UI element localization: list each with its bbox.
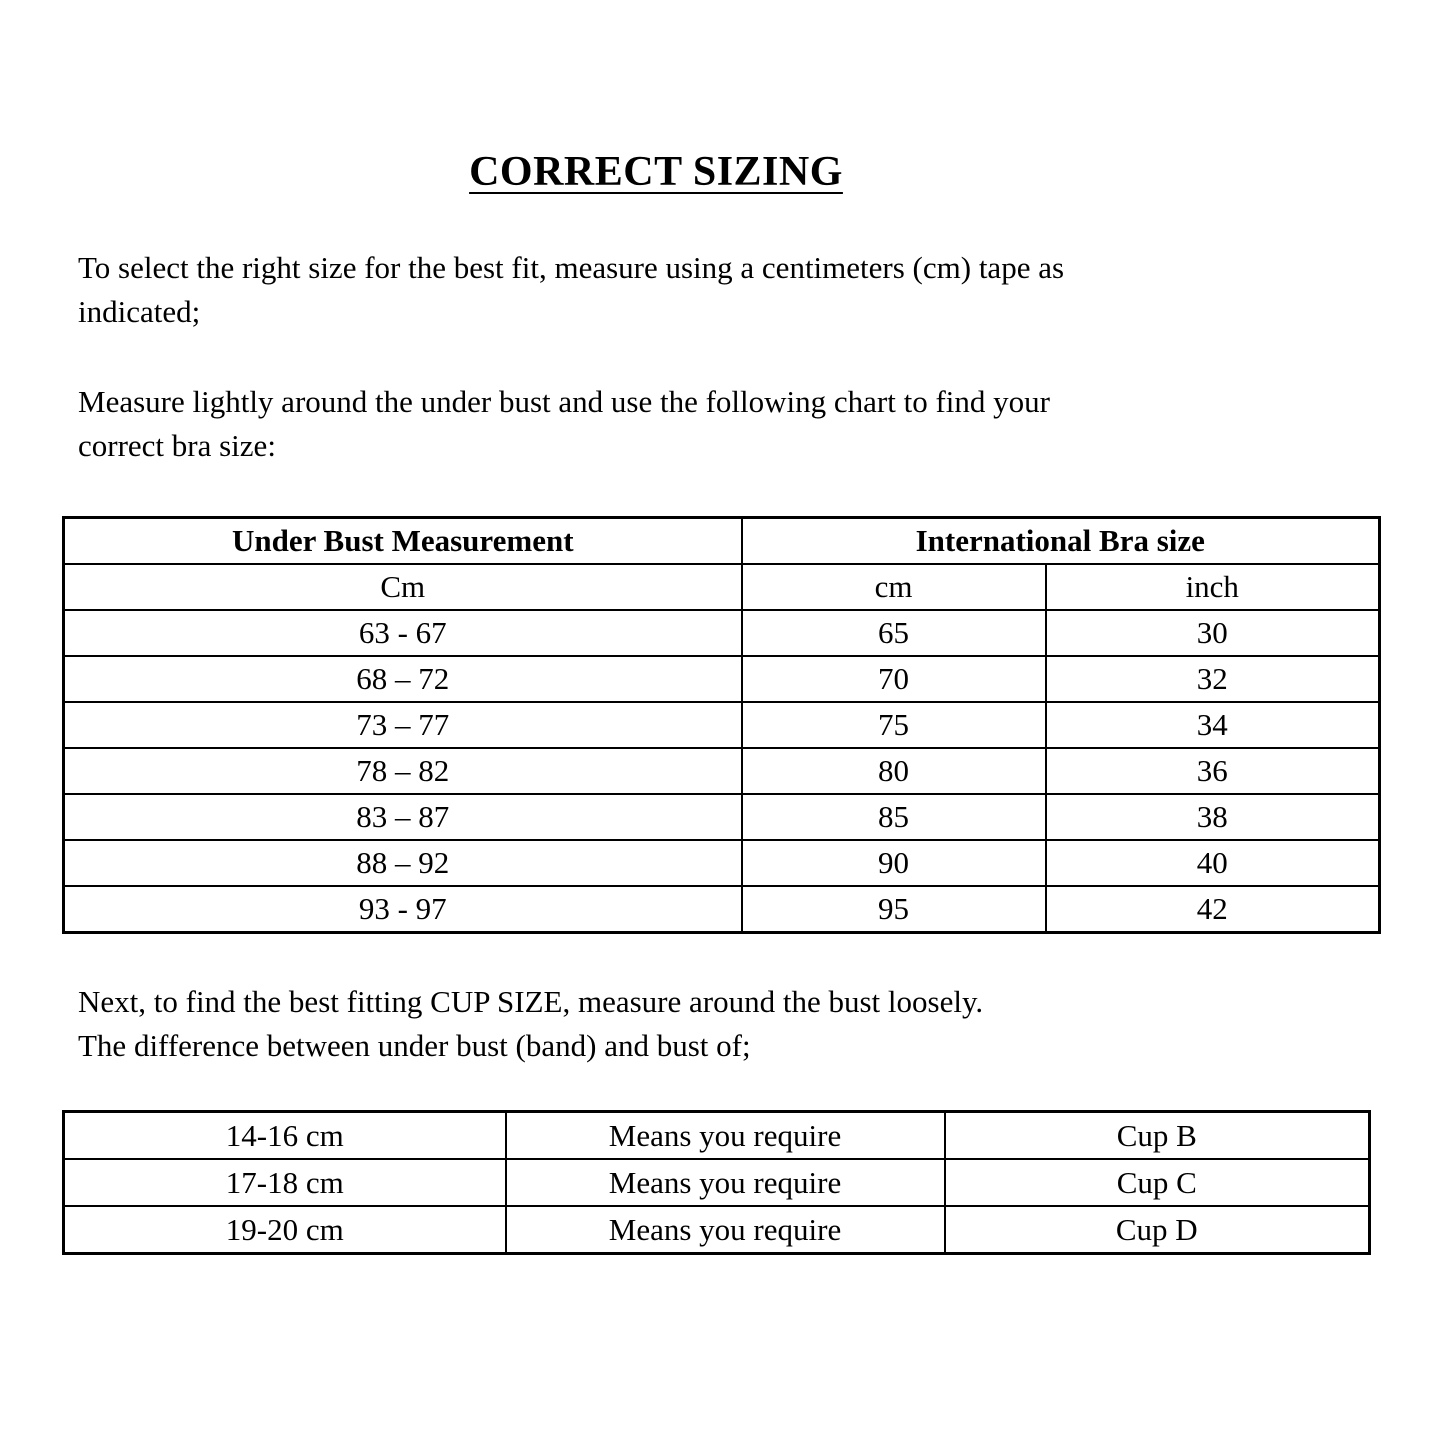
- cup-difference-cell: 17-18 cm: [64, 1159, 506, 1206]
- band-table-row: [64, 702, 1380, 748]
- cup-line-2: The difference between under bust (band) and bust of;: [78, 1028, 751, 1063]
- band-size-table: [62, 516, 1381, 934]
- measure-line-2: correct bra size:: [78, 428, 276, 463]
- measure-line-1: Measure lightly around the under bust and use the following chart to find your: [78, 384, 1050, 419]
- band-range-cell: 78 – 82: [64, 748, 742, 794]
- cup-means-cell: Means you require: [506, 1159, 945, 1206]
- band-table-row: [64, 794, 1380, 840]
- band-inch-cell: 32: [1046, 656, 1380, 702]
- cup-table-row: [64, 1206, 1370, 1254]
- band-inch-cell: 34: [1046, 702, 1380, 748]
- measure-paragraph: [62, 380, 1378, 468]
- band-subheader-cm-measured: Cm: [64, 564, 742, 610]
- band-inch-cell: 36: [1046, 748, 1380, 794]
- band-table-row: [64, 610, 1380, 656]
- cup-table-row: [64, 1112, 1370, 1160]
- cup-result-cell: Cup B: [945, 1112, 1370, 1160]
- cup-difference-cell: 19-20 cm: [64, 1206, 506, 1254]
- page-title: CORRECT SIZING: [469, 149, 843, 195]
- band-range-cell: 83 – 87: [64, 794, 742, 840]
- band-subheader-cm-size: cm: [742, 564, 1046, 610]
- band-cm-cell: 75: [742, 702, 1046, 748]
- cup-difference-cell: 14-16 cm: [64, 1112, 506, 1160]
- band-range-cell: 73 – 77: [64, 702, 742, 748]
- band-cm-cell: 85: [742, 794, 1046, 840]
- band-inch-cell: 38: [1046, 794, 1380, 840]
- cup-result-cell: Cup D: [945, 1206, 1370, 1254]
- band-table-row: [64, 840, 1380, 886]
- cup-size-table: [62, 1110, 1371, 1255]
- band-table-row: [64, 656, 1380, 702]
- intro-paragraph: [62, 246, 1378, 334]
- cup-line-1: Next, to find the best fitting CUP SIZE, measure around the bust loosely.: [78, 984, 984, 1019]
- band-cm-cell: 65: [742, 610, 1046, 656]
- band-header-under-bust: Under Bust Measurement: [64, 518, 742, 565]
- band-inch-cell: 30: [1046, 610, 1380, 656]
- band-subheader-inch-size: inch: [1046, 564, 1380, 610]
- cup-result-cell: Cup C: [945, 1159, 1370, 1206]
- band-cm-cell: 70: [742, 656, 1046, 702]
- band-table-header-row: [64, 518, 1380, 565]
- cup-means-cell: Means you require: [506, 1206, 945, 1254]
- band-table-row: [64, 748, 1380, 794]
- intro-line-2: indicated;: [78, 294, 201, 329]
- band-table-subheader-row: [64, 564, 1380, 610]
- band-cm-cell: 95: [742, 886, 1046, 933]
- band-table-row: [64, 886, 1380, 933]
- band-range-cell: 88 – 92: [64, 840, 742, 886]
- band-cm-cell: 80: [742, 748, 1046, 794]
- cup-table-row: [64, 1159, 1370, 1206]
- cup-size-paragraph: [62, 980, 1378, 1068]
- band-range-cell: 68 – 72: [64, 656, 742, 702]
- intro-line-1: To select the right size for the best fit, measure using a centimeters (cm) tape as: [78, 250, 1065, 285]
- band-inch-cell: 40: [1046, 840, 1380, 886]
- band-range-cell: 63 - 67: [64, 610, 742, 656]
- band-inch-cell: 42: [1046, 886, 1380, 933]
- band-header-international-size: International Bra size: [742, 518, 1380, 565]
- cup-means-cell: Means you require: [506, 1112, 945, 1160]
- band-range-cell: 93 - 97: [64, 886, 742, 933]
- band-cm-cell: 90: [742, 840, 1046, 886]
